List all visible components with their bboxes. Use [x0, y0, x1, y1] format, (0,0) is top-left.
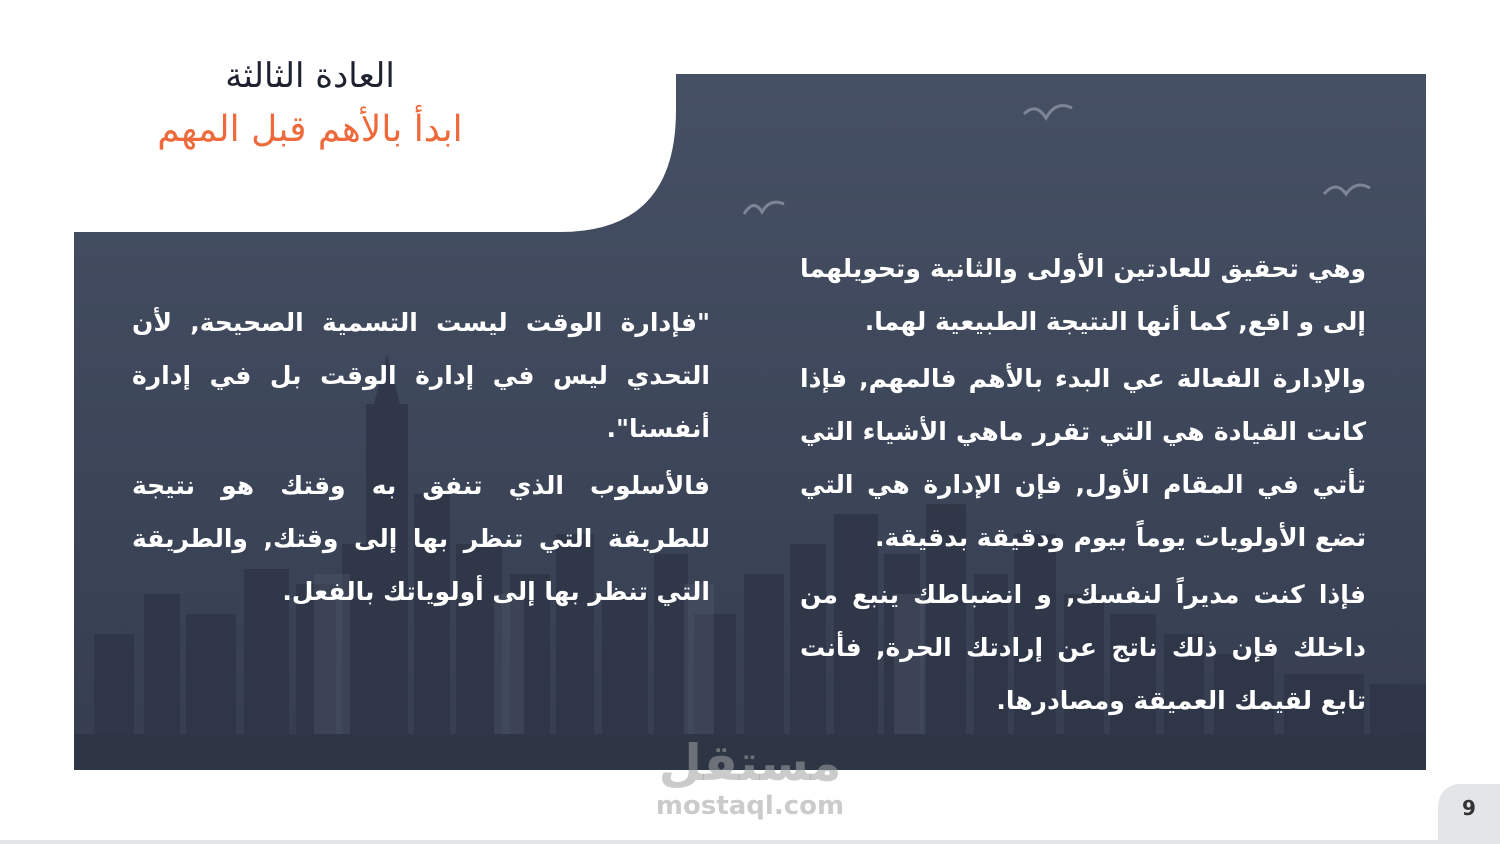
mostaql-watermark: [640, 735, 860, 821]
right-paragraph-1: وهي تحقيق للعادتين الأولى والثانية وتحويلهما إلى و اقع, كما أنها النتيجة الطبيعية لهما.: [800, 254, 1366, 336]
title-block: [120, 50, 500, 158]
right-paragraph-2: والإدارة الفعالة عي البدء بالأهم فالمهم, فإذا كانت القيادة هي التي تقرر ماهي الأشياء التي تأتي في المقام الأول, فإن الإدارة هي التي تضع الأولويات يوماً بيوم ودقيقة بدقيقة.: [800, 364, 1366, 552]
right-paragraph-3: فإذا كنت مديراً لنفسك, و انضباطك ينبع من داخلك فإن ذلك ناتج عن إرادتك الحرة, فأنت تابع لقيمك العميقة ومصادرها.: [800, 580, 1366, 715]
watermark-url: mostaql.com: [655, 791, 845, 821]
left-paragraph-1: "فإدارة الوقت ليست التسمية الصحيحة, لأن التحدي ليس في إدارة الوقت بل في إدارة أنفسنا".: [132, 308, 710, 443]
page-number: 9: [1462, 796, 1476, 820]
slide-title: العادة الثالثة: [225, 56, 395, 96]
right-text-column: [800, 242, 1366, 731]
bottom-rule: [0, 840, 1500, 844]
left-paragraph-2: فالأسلوب الذي تنفق به وقتك هو نتيجة للطريقة التي تنظر بها إلى وقتك, والطريقة التي تنظر بها إلى أولوياتك بالفعل.: [132, 471, 710, 606]
left-text-column: [132, 296, 710, 622]
slide-subtitle: ابدأ بالأهم قبل المهم: [157, 109, 463, 150]
watermark-arabic: مستقل: [658, 734, 842, 792]
